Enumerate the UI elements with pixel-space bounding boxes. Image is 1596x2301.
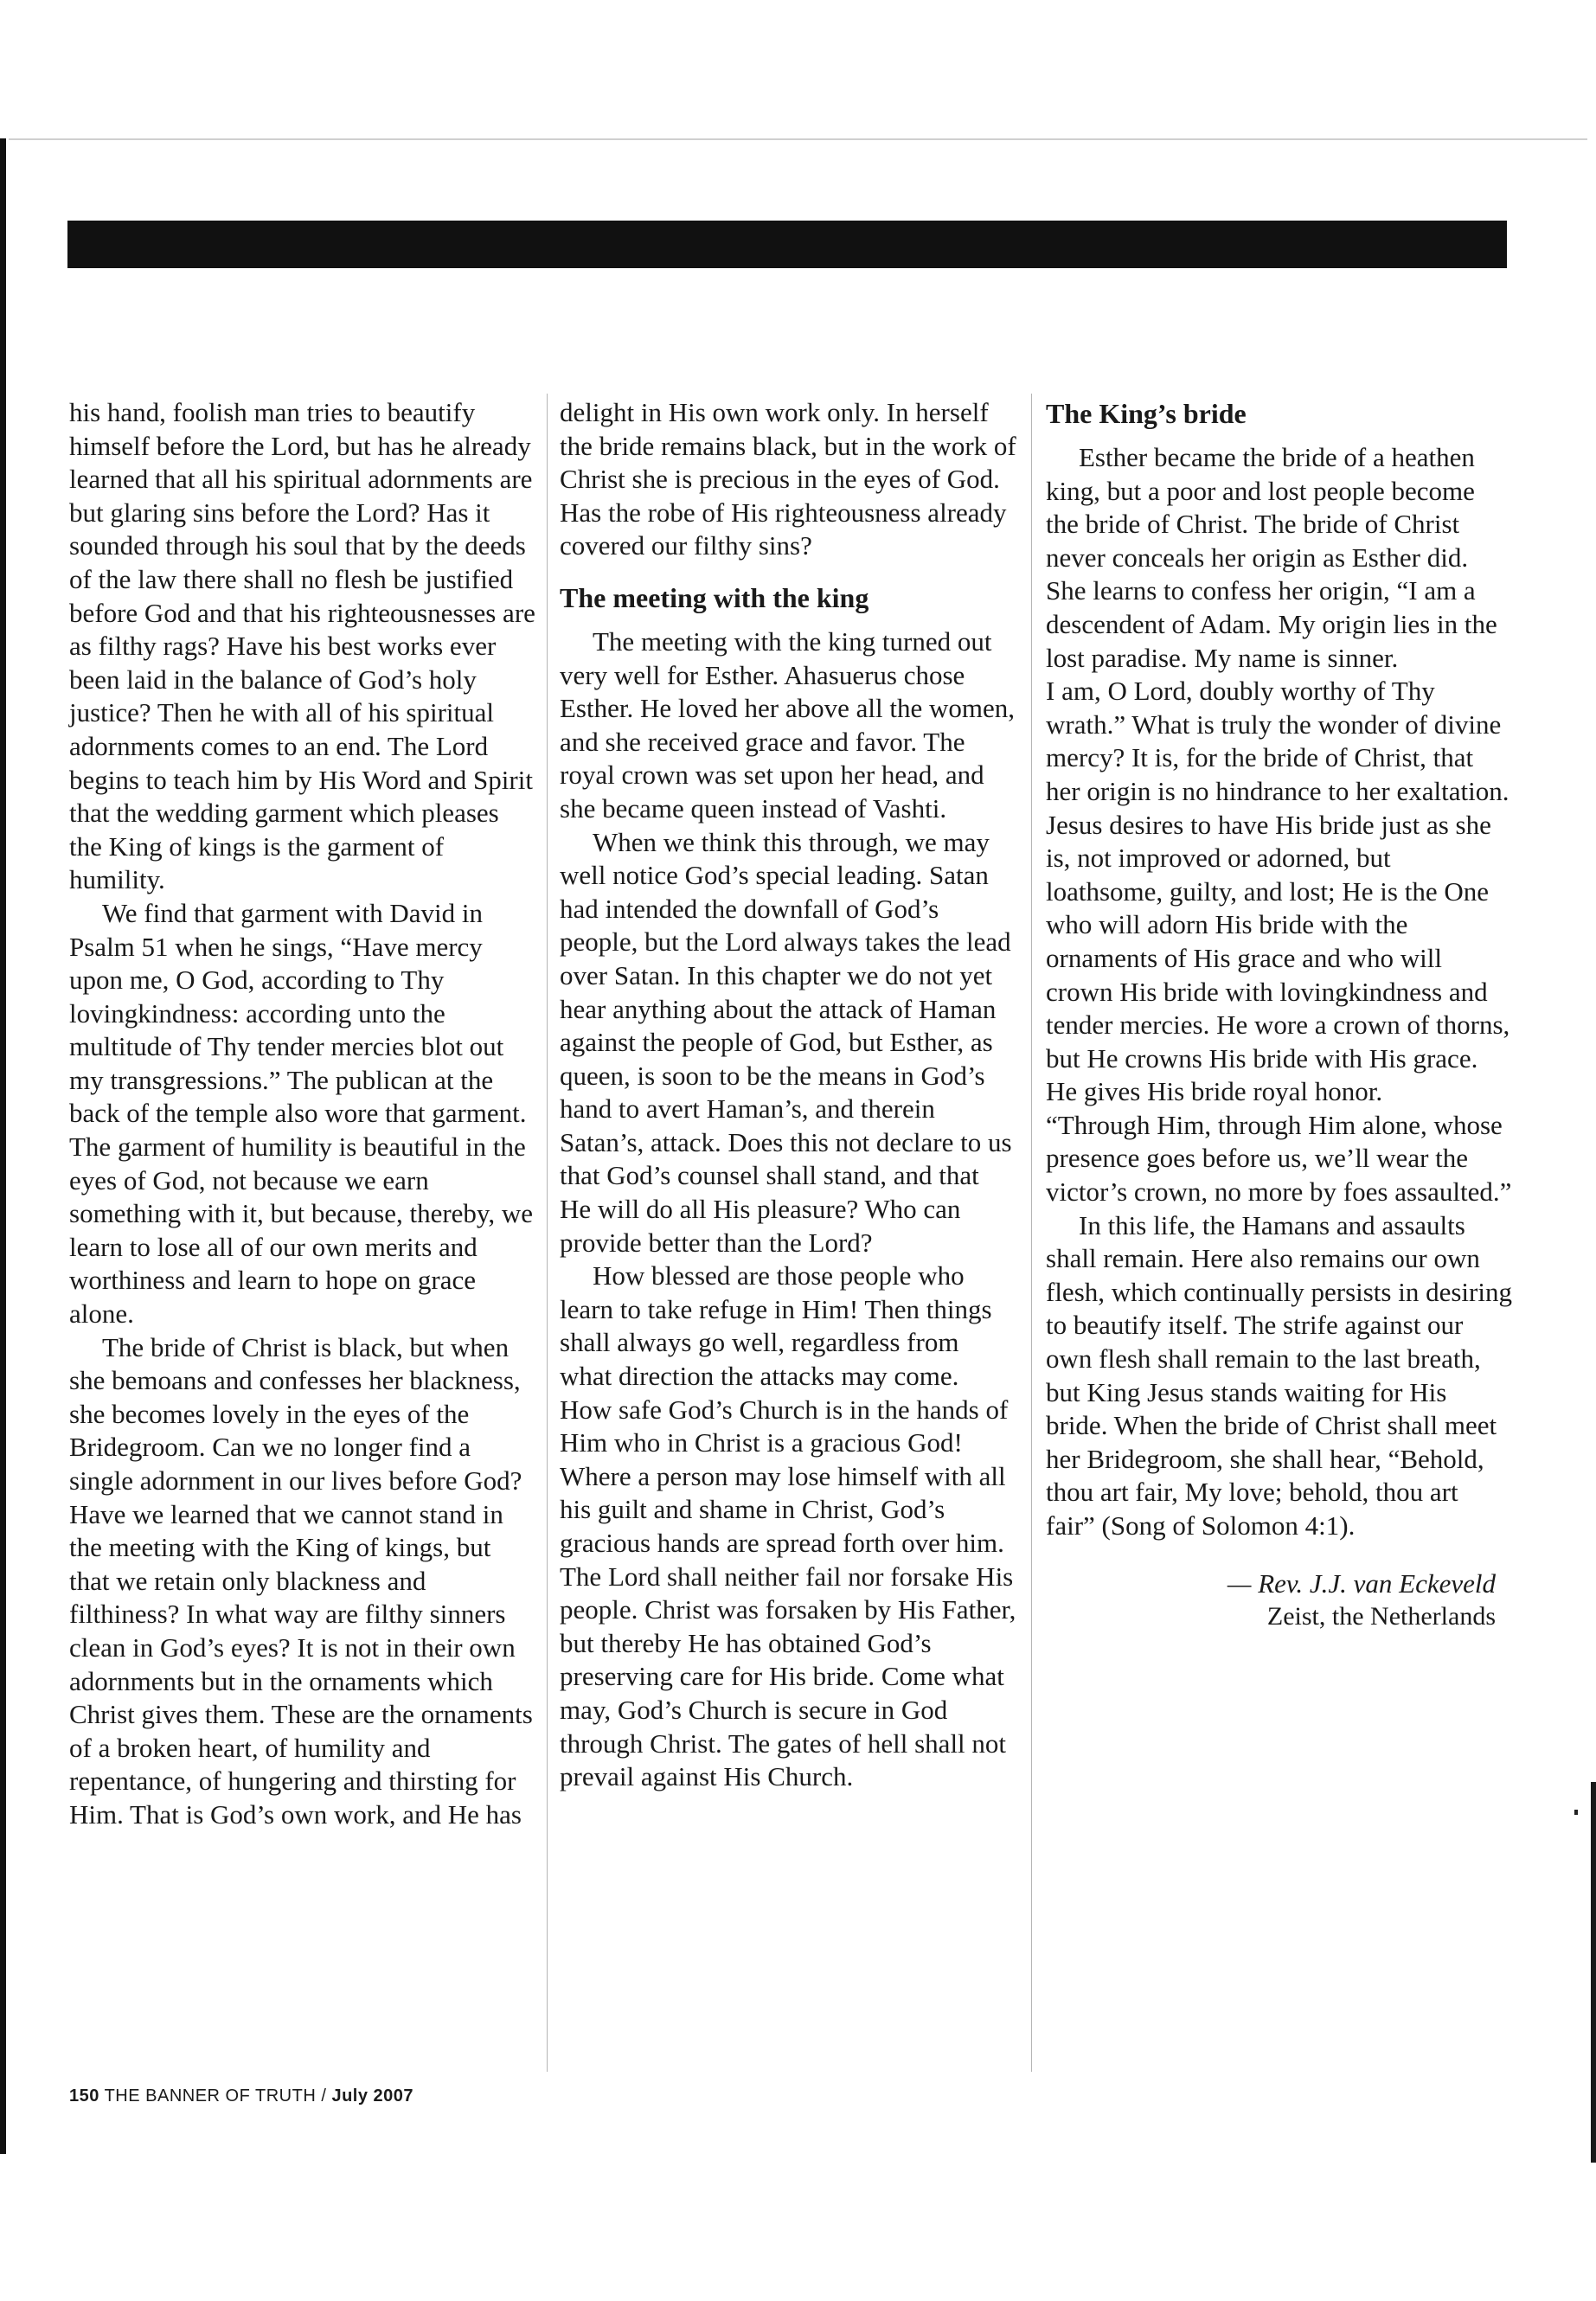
header-black-band bbox=[67, 221, 1507, 268]
article-signature bbox=[1046, 1567, 1513, 1633]
article-column-1 bbox=[69, 396, 536, 1832]
page-footer bbox=[69, 2086, 413, 2106]
scan-right-edge bbox=[1591, 1782, 1596, 2163]
quote-paragraph: “Through Him, through Him alone, whose presence goes before us, we’ll wear the victor’s crown, no more by foes assaulted.” bbox=[1046, 1109, 1512, 1208]
signature-place: Zeist, the Netherlands bbox=[1266, 1601, 1496, 1631]
paragraph: The bride of Christ is black, but when she bemoans and confesses her blackness, she becomes lovely in the eyes of the Bridegroom. Can we no longer find a single adornment in our lives before God? Have we learned that we cannot stand in the meeting with the King of kings, but that we retain only blackness and filthiness? In what way are filthy sinners clean in God’s eyes? It is not in their own adornments but in the ornaments which Christ gives them. These are the ornaments of a broken heart, of humility and repentance, of hungering and thirsting for Him. That is God’s own work, and He has bbox=[69, 1331, 533, 1830]
section-heading-meeting: The meeting with the king bbox=[560, 581, 869, 613]
paragraph: his hand, foolish man tries to beautify himself before the Lord, but has he already learned that all his spiritual adornments are but glaring sins before the Lord? Has it sounded through his soul that by the deeds of the law there shall no flesh be justified before God and that his righteousnesses are as filthy rags? Have his best works ever been laid in the balance of God’s holy justice? Then he with all of his spiritual adornments comes to an end. The Lord begins to teach him by His Word and Spirit that the wedding garment which pleases the King of kings is the garment of humility. bbox=[69, 397, 535, 895]
scan-speck bbox=[1574, 1810, 1578, 1815]
paragraph: How blessed are those people who learn to take refuge in Him! Then things shall always go well, regardless from what direction the attacks may come. How safe God’s Church is in the hands of Him who in Christ is a gracious God! Where a person may lose himself with all his guilt and shame in Christ, God’s gracious hands are spread forth over him. The Lord shall neither fail nor forsake His people. Christ was forsaken by His Father, but thereby He has obtained God’s preserving care for His bride. Come what may, God’s Church is secure in God through Christ. The gates of hell shall not prevail against His Church. bbox=[560, 1260, 1016, 1792]
footer-separator: / bbox=[321, 2086, 327, 2106]
paragraph: We find that garment with David in Psalm 51 when he sings, “Have mercy upon me, O God, according to Thy lovingkindness: according unto the multitude of Thy tender mercies blot out my transgressions.” The publican at the back of the temple also wore that garment. The garment of humility is beautiful in the eyes of God, not because we earn something with it, but because, thereby, we learn to lose all of our own merits and worthiness and learn to hope on grace alone. bbox=[69, 897, 534, 1330]
paragraph: delight in His own work only. In herself the bride remains black, but in the work of Christ she is precious in the eyes of God. Has the robe of His righteousness already covered our filthy sins? bbox=[560, 397, 1016, 561]
publication-name: THE BANNER OF TRUTH bbox=[104, 2086, 317, 2106]
column-divider-2 bbox=[1031, 394, 1032, 2072]
page-top-rule bbox=[9, 138, 1587, 140]
issue-date: July 2007 bbox=[331, 2086, 414, 2106]
scan-left-edge bbox=[0, 138, 6, 2154]
paragraph: When we think this through, we may well notice God’s special leading. Satan had intended the downfall of God’s people, but the Lord always takes the lead over Satan. In this chapter we do not yet hear anything about the attack of Haman against the people of God, but Esther, as queen, is soon to be the means in God’s hand to avert Haman’s, and therein Satan’s, attack. Does this not declare to us that God’s counsel shall stand, and that He will do all His pleasure? Who can provide better than the Lord? bbox=[560, 826, 1012, 1258]
paragraph: Esther became the bride of a heathen king, but a poor and lost people become the bride of Christ. The bride of Christ never conceals her origin as Esther did. She learns to confess her origin, “I am a descendent of Adam. My origin lies in the lost paradise. My name is sinner. bbox=[1046, 442, 1497, 673]
column-divider-1 bbox=[547, 394, 548, 2072]
article-column-3 bbox=[1046, 396, 1513, 1633]
section-heading-kings-bride: The King’s bride bbox=[1046, 398, 1247, 429]
paragraph: The meeting with the king turned out very well for Esther. Ahasuerus chose Esther. He loved her above all the women, and she received grace and favor. The royal crown was set upon her head, and she became queen instead of Vashti. bbox=[560, 625, 1015, 824]
article-column-2 bbox=[560, 396, 1016, 1794]
signature-author: — Rev. J.J. van Eckeveld bbox=[1227, 1567, 1496, 1599]
paragraph: I am, O Lord, doubly worthy of Thy wrath.” What is truly the wonder of divine mercy? It is, for the bride of Christ, that her origin is no hindrance to her exaltation. Jesus desires to have His bride just as she is, not improved or adorned, but loathsome, guilty, and lost; He is the One who will adorn His bride with the ornaments of His grace and who will crown His bride with lovingkindness and tender mercies. He wore a crown of thorns, but He crowns His bride with His grace. He gives His bride royal honor. bbox=[1046, 676, 1510, 1107]
paragraph: In this life, the Hamans and assaults shall remain. Here also remains our own flesh, which continually persists in desiring to beautify itself. The strife against our own flesh shall remain to the last breath, but King Jesus stands waiting for His bride. When the bride of Christ shall meet her Bridegroom, she shall hear, “Behold, thou art fair, My love; behold, thou art fair” (Song of Solomon 4:1). bbox=[1046, 1209, 1512, 1541]
page-number: 150 bbox=[69, 2086, 99, 2106]
